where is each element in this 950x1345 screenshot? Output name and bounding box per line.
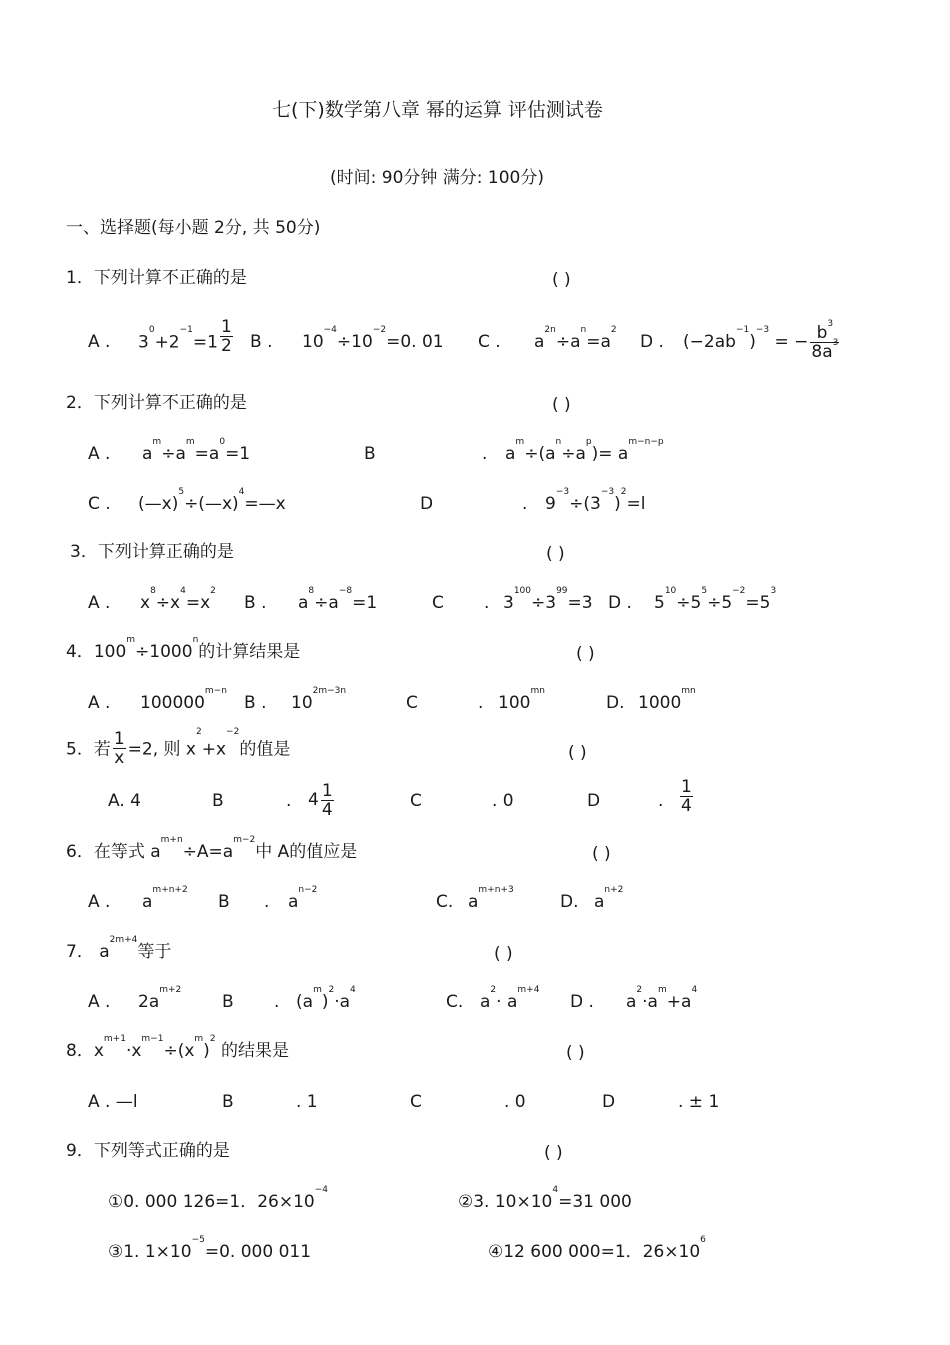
q4-option-b-label: B . (244, 693, 267, 713)
q9-statement-3: ③1. $1\times 10^{-5}=0$. 000 011 (108, 1235, 312, 1262)
q1-option-a-expr: $3^0+2^{-1}=1$ $\frac{1}{2}$ (138, 317, 232, 356)
q3-option-b-label: B . (244, 593, 267, 613)
answer-blank-8[interactable]: ( ) (566, 1043, 585, 1063)
q1-option-d-expr: $(-2ab^{-1})^{-3}$ = − $\frac{b^3}{8a^3}$ (683, 318, 839, 362)
q5-option-a: A. 4 (108, 791, 141, 811)
answer-blank-9[interactable]: ( ) (544, 1143, 563, 1163)
q7-option-b-dot: . (274, 992, 280, 1012)
q8-option-d-label: D (602, 1092, 616, 1112)
answer-blank-3[interactable]: ( ) (546, 544, 565, 564)
q5-option-d-dot: . (658, 791, 664, 811)
q5-option-d-label: D (587, 791, 601, 811)
q8-option-c-label: C (410, 1092, 422, 1112)
q6-option-d-expr: $a^{n+2}$ (594, 885, 624, 912)
q8-option-c-value: . 0 (504, 1092, 526, 1112)
q6-option-b-label: B (218, 892, 230, 912)
q3-option-c-dot: . (484, 593, 490, 613)
q6-option-b-expr: $a^{n-2}$ (288, 885, 318, 912)
q7-option-a-label: A . (88, 992, 111, 1012)
q3-option-b-expr: $a^8\div a^{-8}=1$ (298, 586, 378, 613)
q4-option-a-expr: $100000^{m-n}$ (140, 686, 227, 713)
q6-option-b-dot: . (264, 892, 270, 912)
q2-option-c-label: C . (88, 494, 111, 514)
q3-option-c-label: C (432, 593, 444, 613)
q7-option-d-expr: $a^2\cdot a^m+a^4$ (626, 985, 698, 1012)
q6-option-c-expr: $a^{m+n+3}$ (468, 885, 514, 912)
q6-option-d-label: D. (560, 892, 579, 912)
q4-option-a-label: A . (88, 693, 111, 713)
q7-option-a-expr: $2a^{m+2}$ (138, 985, 182, 1012)
question-4-stem: 4．$100^m\div 1000^n$的计算结果是 (66, 635, 301, 662)
q5-option-c-label: C (410, 791, 422, 811)
question-5-stem: 5．若 $\frac{1}{x}$ =2, 则 $x^2+x^{-2}$的值是 (66, 727, 291, 768)
q4-option-b-expr: $10^{2m-3n}$ (291, 686, 347, 713)
page-title: 七(下)数学第八章 幂的运算 评估测试卷 (272, 99, 603, 121)
q4-option-c-dot: . (478, 693, 484, 713)
q2-option-d-label: D (420, 494, 434, 514)
q2-option-b-label: B (364, 444, 376, 464)
section-heading: 一、选择题(每小题 2分, 共 50分) (66, 218, 321, 238)
answer-blank-6[interactable]: ( ) (592, 844, 611, 864)
q7-option-b-expr: $(a^m)^2\cdot a^4$ (296, 985, 356, 1012)
q7-option-b-label: B (222, 992, 234, 1012)
q2-option-a-label: A . (88, 444, 111, 464)
q8-option-b-label: B (222, 1092, 234, 1112)
q1-option-b-expr: $10^{-4}\div 10^{-2}=0$. 01 (302, 325, 444, 352)
q8-option-b-value: . 1 (296, 1092, 318, 1112)
q2-option-d-dot: . (522, 494, 528, 514)
q6-option-a-label: A . (88, 892, 111, 912)
q3-option-d-label: D . (608, 593, 632, 613)
q4-option-c-expr: $100^{mn}$ (498, 686, 545, 713)
question-6-stem: 6．在等式 $a^{m+n}\div A=a^{m-2}$中 A的值应是 (66, 835, 358, 862)
q5-option-b-label: B (212, 791, 224, 811)
answer-blank-7[interactable]: ( ) (494, 944, 513, 964)
q7-option-d-label: D . (570, 992, 594, 1012)
question-1-stem: 1．下列计算不正确的是 (66, 268, 247, 288)
q8-option-d-value: . ± 1 (678, 1092, 720, 1112)
question-8-stem: 8．$x^{m+1}\cdot x^{m-1}\div(x^m)^2$ 的结果是 (66, 1034, 289, 1061)
q4-option-d-expr: $1000^{mn}$ (638, 686, 696, 713)
question-3-stem: 3．下列计算正确的是 (70, 542, 234, 562)
q1-option-c-label: C . (478, 332, 501, 352)
q6-option-c-label: C. (436, 892, 454, 912)
q5-option-c-value: . 0 (492, 791, 514, 811)
q3-option-a-expr: $x^8\div x^4=x^2$ (140, 586, 216, 613)
q3-option-d-expr: $5^{10}\div 5^5\div 5^{-2}=5^3$ (654, 586, 777, 613)
q2-option-c-expr: (—x)$^5$÷(—x)$^4$=—x (138, 487, 286, 514)
q5-option-b-expr: 4 $\frac{1}{4}$ (308, 780, 333, 820)
q9-statement-2: ②3. $10\times 10^4=31$ 000 (458, 1185, 632, 1212)
q7-option-c-expr: $a^2\cdot a^{m+4}$ (480, 985, 540, 1012)
q4-option-c-label: C (406, 693, 418, 713)
q1-option-a-label: A . (88, 332, 111, 352)
q9-statement-1: ①0. 000 126=1．$26\times 10^{-4}$ (108, 1185, 329, 1212)
q7-option-c-label: C. (446, 992, 464, 1012)
q4-option-d-label: D. (606, 693, 625, 713)
q2-option-b-dot: . (482, 444, 488, 464)
question-7-stem: 7． $a^{2m+4}$等于 (66, 935, 172, 962)
q3-option-c-expr: $3^{100}\div 3^{99}=3$ (503, 586, 593, 613)
exam-info: (时间: 90分钟 满分: 100分) (330, 168, 545, 188)
q1-option-d-label: D . (640, 332, 664, 352)
q3-option-a-label: A . (88, 593, 111, 613)
answer-blank-1[interactable]: ( ) (552, 270, 571, 290)
q2-option-b-expr: $a^m\div(a^n\div a^p)= a^{m-n-p}$ (505, 437, 664, 464)
q8-option-a: A . —l (88, 1092, 138, 1112)
q5-option-d-expr: $\frac{1}{4}$ (681, 777, 692, 816)
answer-blank-4[interactable]: ( ) (576, 644, 595, 664)
answer-blank-5[interactable]: ( ) (568, 743, 587, 763)
q9-statement-4: ④12 600 000=1．$26\times 10^6$ (488, 1235, 706, 1262)
q6-option-a-expr: $a^{m+n+2}$ (142, 885, 188, 912)
q2-option-d-expr: $9^{-3}\div(3^{-3})^2=l$ (545, 487, 646, 514)
question-9-stem: 9．下列等式正确的是 (66, 1141, 230, 1161)
q1-option-b-label: B . (250, 332, 273, 352)
question-2-stem: 2．下列计算不正确的是 (66, 393, 247, 413)
answer-blank-2[interactable]: ( ) (552, 395, 571, 415)
q1-option-c-expr: $a^{2n}\div a^n=a^2$ (534, 325, 617, 352)
q5-option-b-dot: . (286, 791, 292, 811)
q2-option-a-expr: $a^m\div a^m=a^0=1$ (142, 437, 251, 464)
